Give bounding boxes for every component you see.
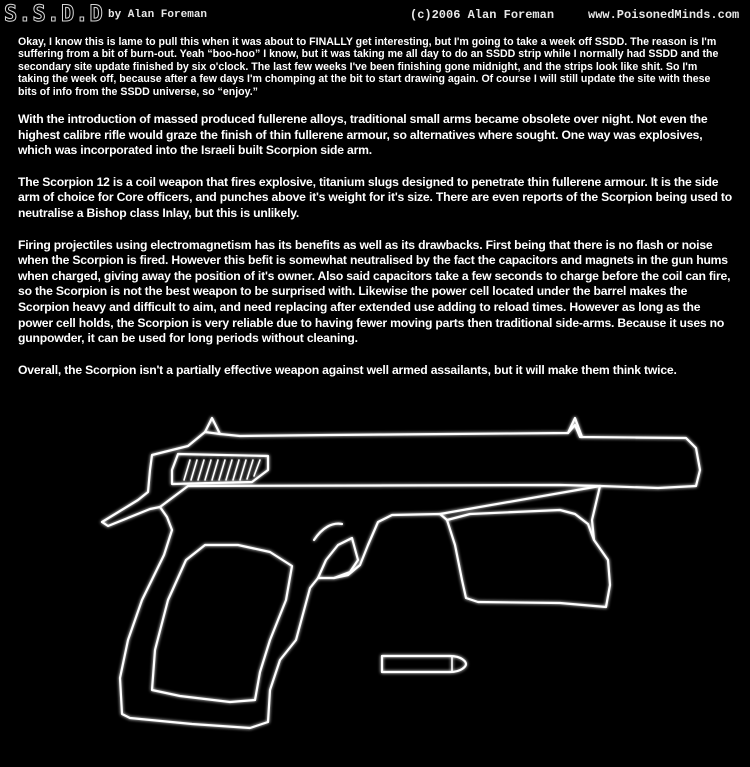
article-paragraph-4: Overall, the Scorpion isn't a partially effective weapon against well armed assailants, but it will make them think twice. bbox=[18, 362, 677, 377]
header bbox=[0, 0, 750, 30]
site-link[interactable]: www.PoisonedMinds.com bbox=[588, 8, 740, 22]
author-byline: by Alan Foreman bbox=[108, 9, 208, 21]
pistol-illustration bbox=[0, 400, 750, 767]
copyright-notice: (c)2006 Alan Foreman bbox=[410, 8, 555, 22]
article-paragraph-1: With the introduction of massed produced fullerene alloys, traditional small arms became obsolete over night. Not even the highest calibre rifle would graze the finish of thin fullerene armour, so alternatives where sought. One way was explosives, which was incorporated into the Israeli built Scorpion side arm. bbox=[18, 112, 708, 158]
titanium-slug bbox=[382, 656, 466, 672]
slide-serrations bbox=[184, 460, 260, 480]
grip-panel bbox=[152, 545, 292, 702]
power-cell-outline bbox=[440, 486, 600, 540]
pistol-slide-outline bbox=[102, 425, 700, 728]
article-paragraph-2: The Scorpion 12 is a coil weapon that fires explosive, titanium slugs designed to penetrate thin fullerene armour. It is the side arm of choice for Core officers, and punches above it's weight for it's size. There are even reports of the Scorpion being used to neutralise a Bishop class Inlay, but this is unlikely. bbox=[18, 174, 733, 220]
barrel-line bbox=[160, 485, 600, 507]
slide-serrations-box bbox=[172, 454, 268, 484]
article-paragraph-3: Firing projectiles using electromagnetism has its benefits as well as its drawbacks. First being that there is no flash or noise when the Scorpion is fired. However this befit is somewhat neutralised by the fact the capacitors and magnets in the gun hums when charged, giving away the position of it's owner. Also said capacitors take a few seconds to charge before the coil can fire, so the Scorpion is not the best weapon to be surprised with. Likewise the power cell located under the barrel makes the Scorpion heavy and difficult to aim, and need replacing after extended use adding to reload times. However as long as the power cell holds, the Scorpion is very reliable due to having fewer moving parts then traditional side-arms. Because it uses no gunpowder, it can be used for long periods without cleaning. bbox=[18, 237, 731, 346]
comic-logo[interactable]: S.S.D.D bbox=[4, 2, 104, 27]
trigger bbox=[314, 524, 342, 540]
article bbox=[18, 112, 740, 394]
intro-note: Okay, I know this is lame to pull this when it was about to FINALLY get interesting, but I'm going to take a week off SSDD. The reason is I'm suffering from a bit of burn-out. Yeah “boo-hoo” I know, but it was taking me all day to do an SSDD strip while I normally had SSDD and the secondary site update finished by six o'clock. The last few weeks I've been finishing gone midnight, and the strips look like shit. So I'm taking the week off, because after a few days I'm chomping at the bit to start drawing again. Of course I will still update the site with these bits of info from the SSDD universe, so “enjoy.” bbox=[18, 36, 719, 98]
